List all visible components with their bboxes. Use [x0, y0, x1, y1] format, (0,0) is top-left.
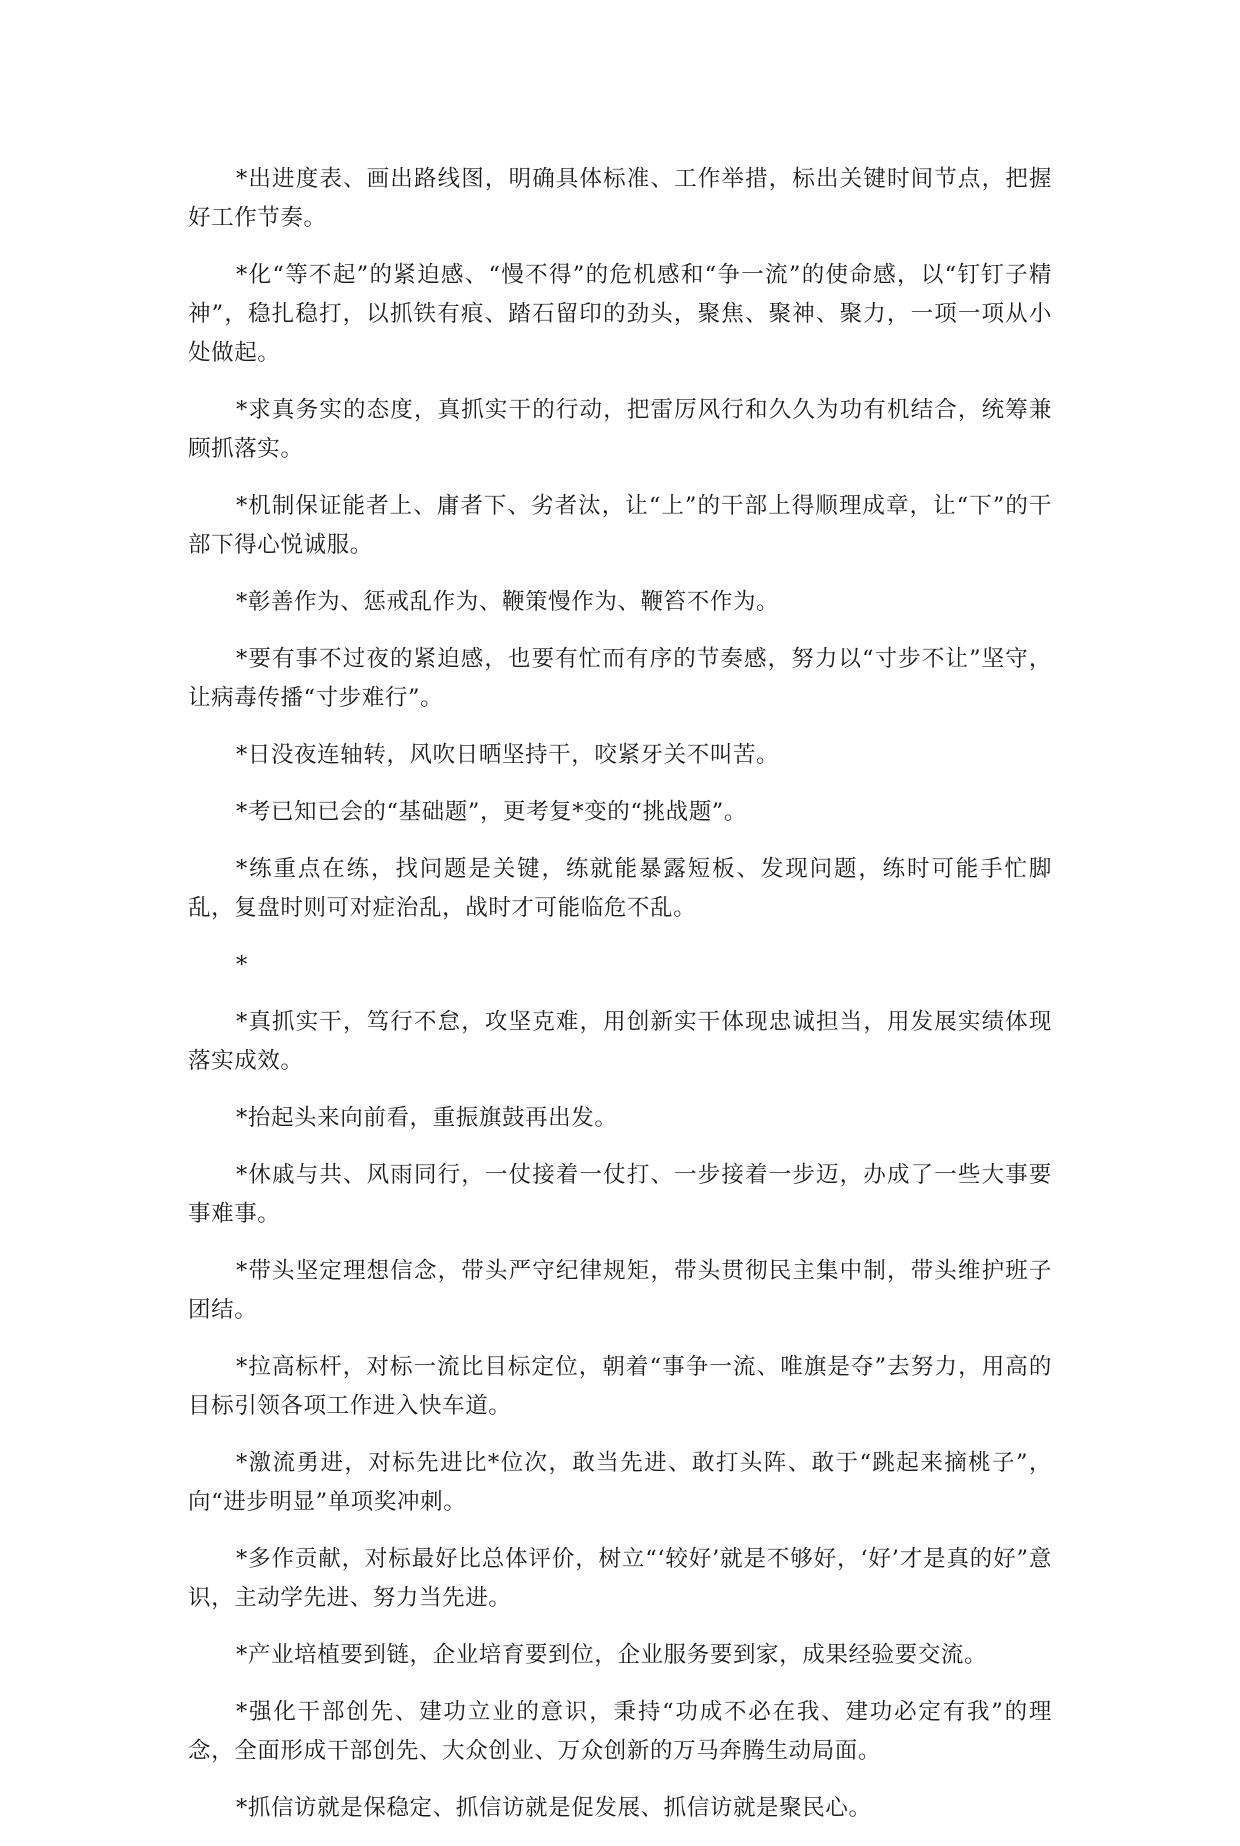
paragraph: *抓信访就是保稳定、抓信访就是促发展、抓信访就是聚民心。: [236, 1795, 872, 1821]
paragraph: *带头坚定理想信念，带头严守纪律规矩，带头贯彻民主集中制，带头维护班子团结。: [188, 1258, 1052, 1323]
document-body: [188, 160, 1052, 1846]
paragraph: *: [236, 952, 248, 978]
paragraph: *产业培植要到链，企业培育要到位，企业服务要到家，成果经验要交流。: [236, 1642, 988, 1668]
paragraph: *要有事不过夜的紧迫感，也要有忙而有序的节奏感，努力以“寸步不让”坚守，让病毒传播“寸步难行”。: [188, 646, 1052, 711]
paragraph: *机制保证能者上、庸者下、劣者汰，让“上”的干部上得顺理成章，让“下”的干部下得心悦诚服。: [188, 493, 1052, 558]
paragraph: *强化干部创先、建功立业的意识，秉持“功成不必在我、建功必定有我”的理念，全面形成干部创先、大众创业、万众创新的万马奔腾生动局面。: [188, 1699, 1052, 1764]
paragraph: *抬起头来向前看，重振旗鼓再出发。: [236, 1105, 618, 1131]
paragraph: *出进度表、画出路线图，明确具体标准、工作举措，标出关键时间节点，把握好工作节奏。: [188, 166, 1052, 231]
paragraph: *化“等不起”的紧迫感、“慢不得”的危机感和“争一流”的使命感，以“钉钉子精神”，稳扎稳打，以抓铁有痕、踏石留印的劲头，聚焦、聚神、聚力，一项一项从小处做起。: [188, 262, 1052, 366]
paragraph: *日没夜连轴转，风吹日晒坚持干，咬紧牙关不叫苦。: [236, 742, 780, 768]
paragraph: *真抓实干，笃行不怠，攻坚克难，用创新实干体现忠诚担当，用发展实绩体现落实成效。: [188, 1009, 1052, 1074]
paragraph: *考已知已会的“基础题”，更考复*变的“挑战题”。: [236, 799, 748, 825]
paragraph: *练重点在练，找问题是关键，练就能暴露短板、发现问题，练时可能手忙脚乱，复盘时则可对症治乱，战时才可能临危不乱。: [188, 856, 1052, 921]
paragraph: *求真务实的态度，真抓实干的行动，把雷厉风行和久久为功有机结合，统筹兼顾抓落实。: [188, 397, 1052, 462]
paragraph: *彰善作为、惩戒乱作为、鞭策慢作为、鞭笞不作为。: [236, 589, 780, 615]
paragraph: *激流勇进，对标先进比*位次，敢当先进、敢打头阵、敢于“跳起来摘桃子”，向“进步明显”单项奖冲刺。: [188, 1450, 1052, 1515]
paragraph: *休戚与共、风雨同行，一仗接着一仗打、一步接着一步迈，办成了一些大事要事难事。: [188, 1162, 1052, 1227]
paragraph: *拉高标杆，对标一流比目标定位，朝着“事争一流、唯旗是夺”去努力，用高的目标引领各项工作进入快车道。: [188, 1354, 1052, 1419]
paragraph: *多作贡献，对标最好比总体评价，树立“‘较好’就是不够好，‘好’才是真的好”意识，主动学先进、努力当先进。: [188, 1546, 1052, 1611]
